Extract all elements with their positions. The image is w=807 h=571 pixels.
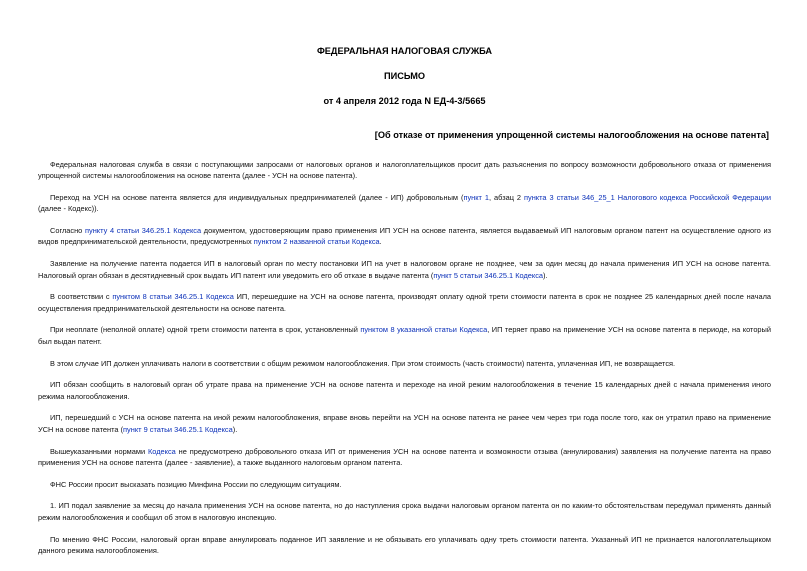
legal-reference-link[interactable]: пункту 4 статьи 346.25.1 Кодекса [85, 226, 202, 236]
paragraph-text: (далее - Кодекс)). [38, 204, 99, 214]
body-paragraph [38, 412, 771, 435]
body-paragraph [38, 192, 771, 215]
paragraph-text: ИП, перешедший с УСН на основе патента на иной режим налогообложения, вправе вновь перейти на УСН на основе патента не ранее чем через три года после того, как он утратил право на применение УСН на основе патента ( [38, 413, 771, 434]
paragraph-text: Переход на УСН на основе патента является для индивидуальных предпринимателей (далее - ИП) добровольным ( [50, 193, 464, 203]
paragraph-text: Вышеуказанными нормами [50, 446, 148, 456]
paragraph-text: Федеральная налоговая служба в связи с поступающими запросами от налоговых органов и налогоплательщиков просит дать разъяснения по вопросу возможности добровольного отказа от применения упрощенной системы налогообложения на основе патента (далее - УСН на основе патента). [38, 160, 771, 181]
paragraph-text: ИП обязан сообщить в налоговый орган об утрате права на применение УСН на основе патента и переходе на иной режим налогообложения в течение 15 календарных дней с начала применения иного режима налогообложения. [38, 380, 771, 401]
paragraph-text: В соответствии с [50, 292, 113, 302]
paragraph-text: ). [232, 424, 238, 434]
agency-title: ФЕДЕРАЛЬНАЯ НАЛОГОВАЯ СЛУЖБА [316, 46, 493, 56]
legal-reference-link[interactable]: пункт 9 статьи 346.25.1 Кодекса [123, 424, 233, 434]
paragraph-text: , абзац 2 [489, 193, 525, 203]
legal-reference-link[interactable]: пунктом 2 названной статьи Кодекса [253, 237, 380, 247]
legal-reference-link[interactable]: пункт 1 [463, 193, 490, 203]
body-paragraph [38, 225, 771, 248]
paragraph-text: ФНС России просит высказать позицию Минфина России по следующим ситуациям. [50, 479, 342, 489]
paragraph-text: , ИП теряет право на применение УСН на основе патента в периоде, на который был выдан патент. [38, 325, 771, 346]
body-paragraph [38, 379, 771, 402]
paragraph-text: Согласно [50, 226, 85, 236]
paragraph-text: 1. ИП подал заявление за месяц до начала применения УСН на основе патента, но до наступления срока выдачи налоговым органом патента он по каким-то обстоятельствам передумал применять данный режим налогообложения и сообщил об этом в налоговую инспекцию. [38, 501, 771, 522]
paragraph-text: По мнению ФНС России, налоговый орган вправе аннулировать поданное ИП заявление и не обязывать его уплачивать одну треть стоимости патента. Указанный ИП не признается налогоплательщиком данного режима налогообложения. [38, 534, 771, 555]
legal-reference-link[interactable]: пунктом 8 указанной статьи Кодекса [360, 325, 488, 335]
paragraph-text: При неоплате (неполной оплате) одной трети стоимости патента в срок, установленный [50, 325, 361, 335]
document-subject: [Об отказе от применения упрощенной системы налогообложения на основе патента] [374, 130, 769, 140]
document-date-number: от 4 апреля 2012 года N ЕД-4-3/5665 [323, 96, 486, 106]
body-paragraph [38, 534, 771, 557]
legal-reference-link[interactable]: пунктом 8 статьи 346.25.1 Кодекса [112, 292, 234, 302]
body-paragraph [38, 258, 771, 281]
body-paragraph [38, 159, 771, 182]
paragraph-text: ИП, перешедшие на УСН на основе патента, производят оплату одной трети стоимости патента в срок не позднее 25 календарных дней после начала осуществления предпринимательской деятельности на основе патента. [38, 292, 771, 313]
paragraph-text: В этом случае ИП должен уплачивать налоги в соответствии с общим режимом налогообложения. При этом стоимость (часть стоимости) патента, уплаченная ИП, не возвращается. [50, 358, 676, 368]
body-paragraph [38, 324, 771, 347]
paragraph-text: не предусмотрено добровольного отказа ИП от применения УСН на основе патента и возможности отзыва (аннулирования) заявления на получение патента на право применения УСН на основе патента (далее - заявление), а также выданного налоговым органом патента. [38, 446, 771, 467]
body-paragraph [38, 291, 771, 314]
paragraph-text: . [379, 237, 382, 247]
paragraph-text: ). [543, 270, 548, 280]
paragraph-text: Заявление на получение патента подается ИП в налоговый орган по месту постановки ИП на учет в налоговом органе не позднее, чем за один месяц до начала применения ИП УСН на основе патента. Налоговый орган обязан в десятидневный срок выдать ИП патент или уведомить его об отказе в выдаче патента ( [38, 259, 771, 280]
document-body [38, 159, 771, 556]
legal-reference-link[interactable]: Кодекса [147, 446, 176, 456]
body-paragraph [38, 500, 771, 523]
body-paragraph [38, 446, 771, 469]
legal-reference-link[interactable]: пункт 5 статьи 346.25.1 Кодекса [433, 270, 544, 280]
paragraph-text: документом, удостоверяющим право применения ИП УСН на основе патента, является выдаваемый ИП налоговым органом патент на осуществление одного из видов предпринимательской деятельности, предусмотренных [38, 226, 771, 247]
body-paragraph [38, 479, 771, 490]
body-paragraph [38, 358, 771, 369]
legal-reference-link[interactable]: пункта 3 статьи 346_25_1 Налогового кодекса Российской Федерации [524, 193, 771, 203]
document-type: ПИСЬМО [383, 71, 426, 81]
